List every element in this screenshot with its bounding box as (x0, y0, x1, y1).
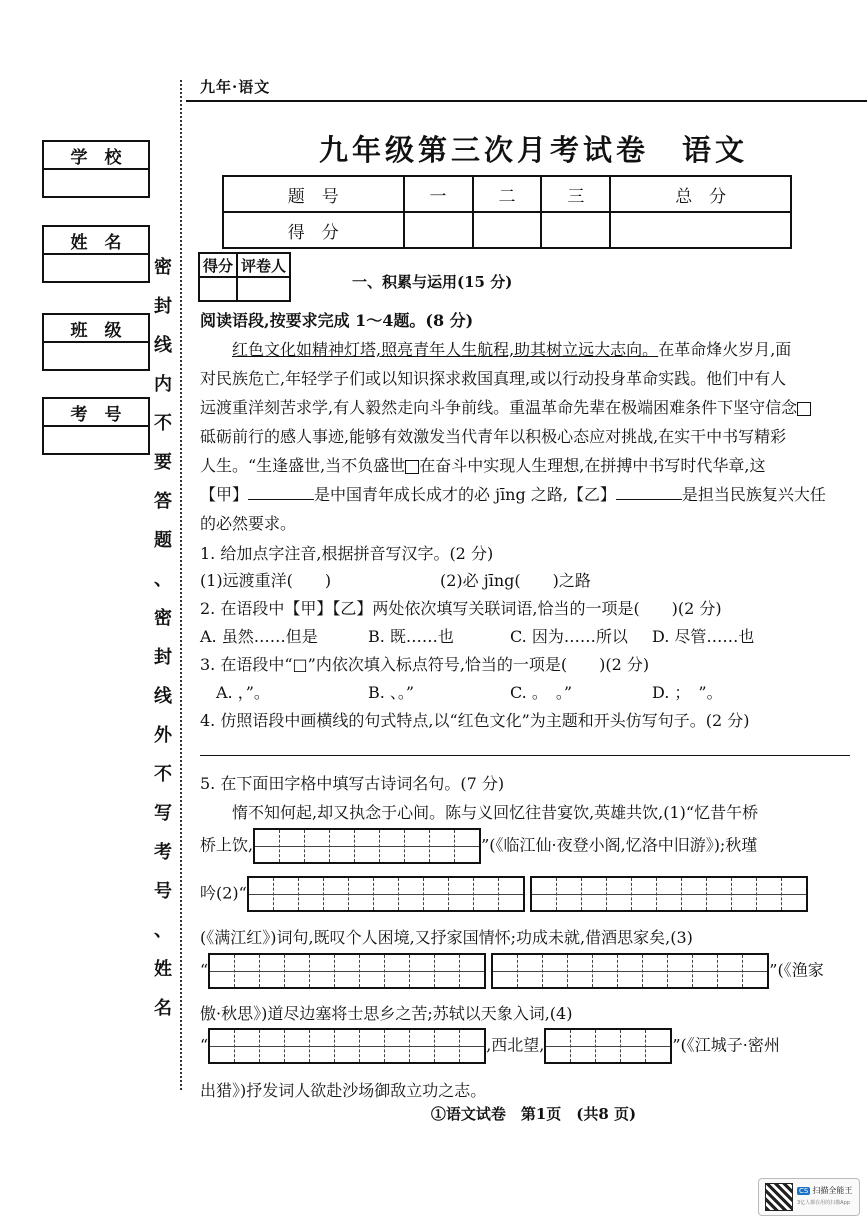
passage-line-6 (200, 482, 826, 505)
class-label: 班 级 (44, 315, 148, 343)
q5-text: ”(《渔家 (769, 960, 824, 980)
grid-cell[interactable] (335, 955, 360, 987)
seal-char: 名 (154, 998, 172, 1019)
q5-text: ”(《临江仙·夜登小阁,忆洛中旧游》);秋瑾 (481, 835, 758, 855)
tianzige-grid-3b[interactable] (491, 953, 769, 989)
tianzige-grid-2b[interactable] (530, 876, 808, 912)
class-field[interactable] (44, 343, 148, 369)
grid-cell[interactable] (235, 955, 260, 987)
seal-char: 、 (154, 569, 172, 590)
passage-text: 远渡重洋刻苦求学,有人毅然走向斗争前线。重温革命先辈在极端困难条件下坚守信念 (200, 398, 798, 417)
grid-cell[interactable] (582, 878, 607, 910)
grid-cell[interactable] (493, 955, 518, 987)
grid-cell[interactable] (310, 955, 335, 987)
grid-cell[interactable] (360, 955, 385, 987)
seal-char: 号 (154, 881, 172, 902)
score-cell[interactable] (473, 212, 542, 248)
grid-cell[interactable] (385, 955, 410, 987)
grid-cell[interactable] (285, 1030, 310, 1062)
grid-cell[interactable] (668, 955, 693, 987)
grid-cell[interactable] (557, 878, 582, 910)
q1-part-1: (1)远渡重洋( ) (200, 571, 332, 590)
grid-cell[interactable] (693, 955, 718, 987)
qr-code-icon (765, 1183, 793, 1211)
blank-yi[interactable] (616, 485, 682, 500)
grid-cell[interactable] (235, 1030, 260, 1062)
exam-no-box (42, 397, 150, 455)
blank-jia[interactable] (248, 485, 314, 500)
grid-cell[interactable] (399, 878, 424, 910)
seal-char: 不 (154, 413, 172, 434)
tianzige-grid-4b[interactable] (544, 1028, 672, 1064)
grid-cell[interactable] (499, 878, 523, 910)
grader-box (198, 252, 291, 302)
q5-line-8: 出猎》)抒发词人欲赴沙场御敌立功之志。 (200, 1081, 487, 1100)
seal-char: 外 (154, 725, 172, 746)
exam-no-field[interactable] (44, 427, 148, 453)
grid-cell[interactable] (299, 878, 324, 910)
grid-cell[interactable] (330, 830, 355, 862)
page-footer: ①语文试卷 第1页 (共8 页) (430, 1105, 637, 1123)
q5-line-2 (200, 828, 757, 864)
grid-cell[interactable] (249, 878, 274, 910)
q1-part-2: (2)必 jīng( )之路 (440, 571, 591, 590)
underlined-sentence: 红色文化如精神灯塔,照亮青年人生航程,助其树立远大志向。 (232, 340, 659, 359)
grid-cell[interactable] (607, 878, 632, 910)
scanner-watermark (758, 1178, 860, 1216)
grid-cell[interactable] (374, 878, 399, 910)
school-box (42, 140, 150, 198)
score-header-cell: 二 (473, 176, 542, 212)
score-header-cell: 总 分 (610, 176, 791, 212)
grid-cell[interactable] (435, 1030, 460, 1062)
score-cell[interactable] (541, 212, 610, 248)
tianzige-grid-1[interactable] (253, 828, 481, 864)
passage-line-2: 对民族危亡,年轻学子们或以知识探求救国真理,或以行动投身革命实践。他们中有人 (200, 369, 787, 388)
grid-cell[interactable] (260, 955, 285, 987)
grader-score-label: 得分 (199, 253, 237, 277)
passage-text: 在奋斗中实现人生理想,在拼搏中书写时代华章,这 (419, 456, 766, 475)
grid-cell[interactable] (310, 1030, 335, 1062)
grid-cell[interactable] (455, 830, 479, 862)
grid-cell[interactable] (305, 830, 330, 862)
seal-char: 不 (154, 764, 172, 785)
q5-line-3 (200, 876, 808, 912)
q2-option-b[interactable]: B. 既……也 (368, 627, 454, 646)
page-title: 九年级第三次月考试卷 语文 (318, 133, 748, 167)
score-header-cell: 一 (404, 176, 473, 212)
q2-option-d[interactable]: D. 尽管……也 (652, 627, 755, 646)
question-3: 3. 在语段中“□”内依次填入标点符号,恰当的一项是( )(2 分) (200, 655, 650, 674)
passage-text: 在革命烽火岁月,面 (658, 340, 792, 359)
seal-char: 密 (154, 257, 172, 278)
q3-option-b[interactable]: B. 、。” (368, 683, 415, 702)
q5-text: 桥上饮, (200, 835, 254, 855)
seal-line-text (152, 248, 174, 1028)
grid-cell[interactable] (743, 955, 767, 987)
scanner-title (797, 1185, 852, 1196)
grid-cell[interactable] (571, 1030, 596, 1062)
scanner-title-text: 扫描全能王 (812, 1186, 853, 1195)
question-2: 2. 在语段中【甲】【乙】两处依次填写关联词语,恰当的一项是( )(2 分) (200, 599, 722, 618)
grid-cell[interactable] (618, 955, 643, 987)
grid-cell[interactable] (474, 878, 499, 910)
name-box (42, 225, 150, 283)
grid-cell[interactable] (430, 830, 455, 862)
grid-cell[interactable] (543, 955, 568, 987)
question-1: 1. 给加点字注音,根据拼音写汉字。(2 分) (200, 544, 494, 563)
tianzige-grid-3a[interactable] (208, 953, 486, 989)
grid-cell[interactable] (449, 878, 474, 910)
grid-cell[interactable] (518, 955, 543, 987)
grid-cell[interactable] (274, 878, 299, 910)
q2-option-a[interactable]: A. 虽然……但是 (200, 627, 318, 646)
grid-cell[interactable] (632, 878, 657, 910)
q3-option-d[interactable]: D. ； ”。 (652, 683, 723, 702)
passage-line-7: 的必然要求。 (200, 514, 297, 533)
name-label: 姓 名 (44, 227, 148, 255)
marker-jia: 【甲】 (200, 485, 249, 504)
seal-char: 要 (154, 452, 172, 473)
passage-text: 是中国青年成长成才的必 jīng 之路,【乙】 (314, 485, 616, 504)
seal-char: 写 (154, 803, 172, 824)
q5-text: ”(《江城子·密州 (672, 1035, 780, 1055)
q5-quote: “ (200, 960, 209, 980)
answer-line[interactable] (200, 755, 850, 756)
seal-char: 答 (154, 491, 172, 512)
passage-text: 人生。“生逢盛世,当不负盛世 (200, 456, 406, 475)
grid-cell[interactable] (596, 1030, 621, 1062)
binding-dotted-line (180, 80, 182, 1090)
grid-cell[interactable] (355, 830, 380, 862)
grid-cell[interactable] (593, 955, 618, 987)
tianzige-grid-2a[interactable] (247, 876, 525, 912)
grid-cell[interactable] (718, 955, 743, 987)
grid-cell[interactable] (260, 1030, 285, 1062)
grid-cell[interactable] (646, 1030, 670, 1062)
grid-cell[interactable] (435, 955, 460, 987)
passage-line-3 (200, 395, 811, 418)
punct-box[interactable] (405, 460, 419, 474)
q5-line-4: (《满江红》)词句,既叹个人困境,又抒家国情怀;功成未就,借酒思家矣,(3) (200, 928, 693, 947)
q5-quote: “ (200, 1035, 209, 1055)
grid-cell[interactable] (255, 830, 280, 862)
grader-reviewer-cell[interactable] (237, 277, 290, 301)
grid-cell[interactable] (380, 830, 405, 862)
passage-line-4: 砥砺前行的感人事迹,能够有效激发当代青年以积极心态应对挑战,在实干中书写精彩 (200, 427, 787, 446)
grid-cell[interactable] (782, 878, 806, 910)
seal-char: 线 (154, 335, 172, 356)
passage-text: 是担当民族复兴大任 (681, 485, 826, 504)
grid-cell[interactable] (657, 878, 682, 910)
passage-line-1 (232, 337, 791, 360)
grid-cell[interactable] (280, 830, 305, 862)
score-header-cell: 三 (541, 176, 610, 212)
score-cell[interactable] (404, 212, 473, 248)
q5-line-6: 傲·秋思》)道尽边塞将士思乡之苦;苏轼以天象入词,(4) (200, 1004, 573, 1023)
seal-char: 线 (154, 686, 172, 707)
grid-cell[interactable] (385, 1030, 410, 1062)
seal-char: 密 (154, 608, 172, 629)
punct-box[interactable] (797, 402, 811, 416)
grid-cell[interactable] (335, 1030, 360, 1062)
grid-cell[interactable] (546, 1030, 571, 1062)
grader-reviewer-label: 评卷人 (237, 253, 290, 277)
question-4: 4. 仿照语段中画横线的句式特点,以“红色文化”为主题和开头仿写句子。(2 分) (200, 711, 750, 730)
class-box (42, 313, 150, 371)
grid-cell[interactable] (210, 1030, 235, 1062)
header-rule (186, 100, 867, 102)
grid-cell[interactable] (532, 878, 557, 910)
grid-cell[interactable] (460, 955, 484, 987)
grid-cell[interactable] (360, 1030, 385, 1062)
scanner-subtitle: 3亿人都在用的扫描App (797, 1200, 850, 1206)
grid-cell[interactable] (643, 955, 668, 987)
grid-cell[interactable] (405, 830, 430, 862)
seal-char: 考 (154, 842, 172, 863)
school-field[interactable] (44, 170, 148, 196)
seal-char: 封 (154, 296, 172, 317)
grid-cell[interactable] (621, 1030, 646, 1062)
exam-no-label: 考 号 (44, 399, 148, 427)
grid-cell[interactable] (460, 1030, 484, 1062)
score-header-cell: 题 号 (223, 176, 404, 212)
seal-char: 内 (154, 374, 172, 395)
grid-cell[interactable] (424, 878, 449, 910)
q5-text: 吟(2)“ (200, 883, 247, 903)
section-1-heading: 一、积累与运用(15 分) (352, 273, 513, 291)
q2-option-c[interactable]: C. 因为……所以 (510, 627, 628, 646)
grid-cell[interactable] (707, 878, 732, 910)
score-cell[interactable] (610, 212, 791, 248)
q5-line-5 (200, 953, 824, 989)
grid-cell[interactable] (210, 955, 235, 987)
q5-line-7 (200, 1028, 780, 1064)
seal-char: 封 (154, 647, 172, 668)
grid-cell[interactable] (410, 1030, 435, 1062)
passage-line-5 (200, 453, 765, 476)
tianzige-grid-4a[interactable] (208, 1028, 486, 1064)
q3-option-c[interactable]: C. 。 。” (510, 683, 573, 702)
q3-option-a[interactable]: A. ，”。 (216, 683, 270, 702)
q5-line-1: 惰不知何起,却又执念于心间。陈与义回忆往昔宴饮,英雄共饮,(1)“忆昔午桥 (232, 803, 759, 822)
score-table (222, 175, 792, 249)
grid-cell[interactable] (732, 878, 757, 910)
grid-cell[interactable] (757, 878, 782, 910)
header-label: 九年·语文 (200, 78, 271, 96)
score-row-label: 得 分 (223, 212, 404, 248)
grader-score-cell[interactable] (199, 277, 237, 301)
seal-char: 、 (154, 920, 172, 941)
question-5: 5. 在下面田字格中填写古诗词名句。(7 分) (200, 774, 505, 793)
grid-cell[interactable] (682, 878, 707, 910)
grid-cell[interactable] (349, 878, 374, 910)
grid-cell[interactable] (324, 878, 349, 910)
cs-logo-icon: CS (799, 1187, 809, 1195)
q5-text: ,西北望, (486, 1035, 545, 1055)
name-field[interactable] (44, 255, 148, 281)
grid-cell[interactable] (568, 955, 593, 987)
seal-char: 姓 (154, 959, 172, 980)
grid-cell[interactable] (410, 955, 435, 987)
grid-cell[interactable] (285, 955, 310, 987)
school-label: 学 校 (44, 142, 148, 170)
seal-char: 题 (154, 530, 172, 551)
passage-intro: 阅读语段,按要求完成 1～4题。(8 分) (200, 311, 474, 330)
